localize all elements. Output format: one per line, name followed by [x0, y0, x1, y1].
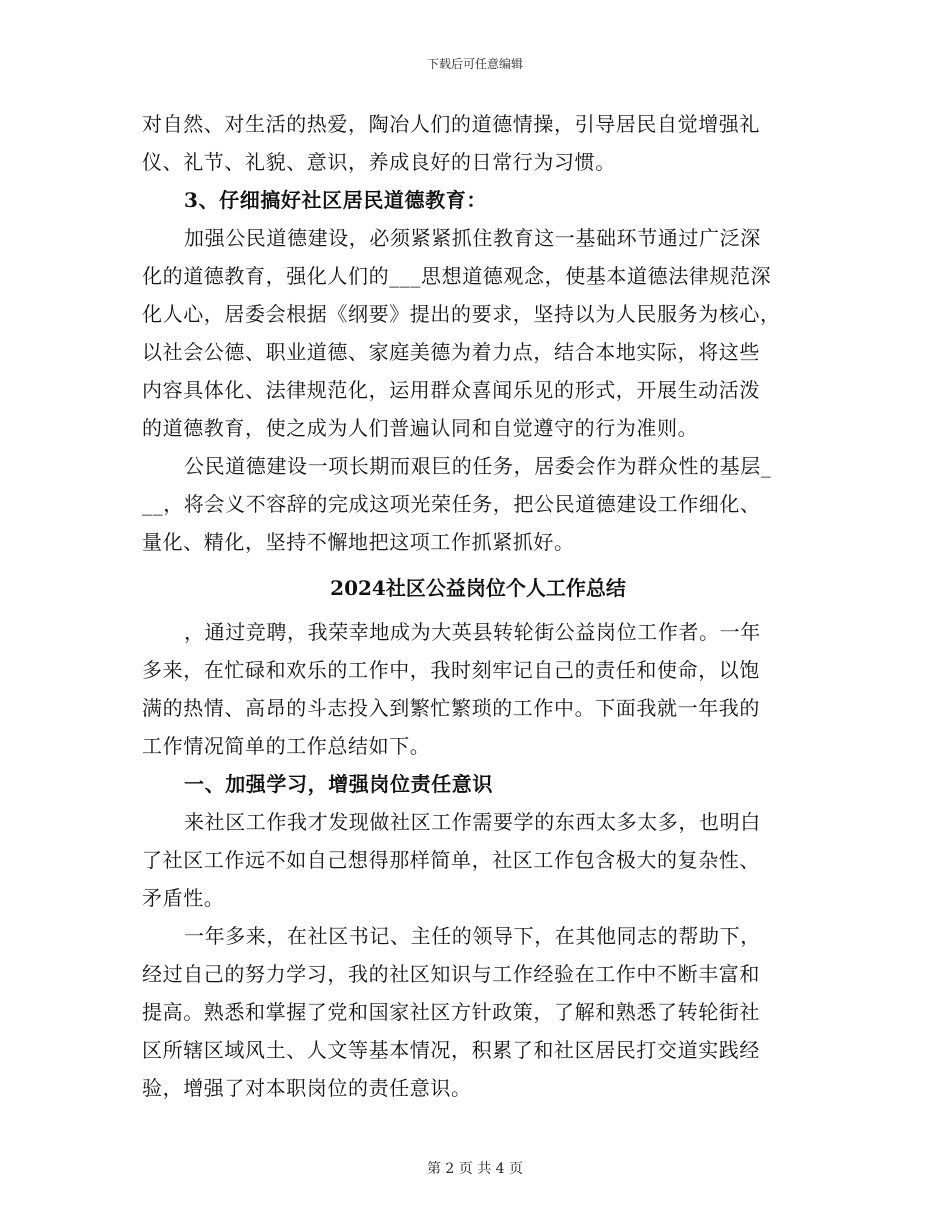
paragraph-line: 矛盾性。: [142, 886, 225, 910]
paragraph-line: 验，增强了对本职岗位的责任意识。: [142, 1076, 472, 1100]
paragraph-line: 工作情况简单的工作总结如下。: [142, 734, 431, 758]
paragraph-line: 提高。熟悉和掌握了党和国家社区方针政策，了解和熟悉了转轮街社: [142, 1000, 760, 1024]
paragraph-line: 化的道德教育，强化人们的___思想道德观念，使基本道德法律规范深: [142, 264, 772, 288]
paragraph-line: 一年多来，在社区书记、主任的领导下，在其他同志的帮助下，: [184, 924, 761, 948]
paragraph-line: 以社会公德、职业道德、家庭美德为着力点，结合本地实际，将这些: [142, 340, 760, 364]
article-title: 2024社区公益岗位个人工作总结: [330, 576, 626, 600]
paragraph-line: 多来，在忙碌和欢乐的工作中，我时刻牢记自己的责任和使命，以饱: [142, 658, 760, 682]
paragraph-line: 仪、礼节、礼貌、意识，养成良好的日常行为习惯。: [142, 150, 616, 174]
header-note: 下载后可任意编辑: [426, 57, 523, 71]
page-number: 第 2 页 共 4 页: [426, 1161, 524, 1177]
paragraph-line: __，将会义不容辞的完成这项光荣任务，把公民道德建设工作细化、: [142, 492, 761, 516]
paragraph-line: 了社区工作远不如自己想得那样简单，社区工作包含极大的复杂性、: [142, 848, 760, 872]
paragraph-line: 内容具体化、法律规范化，运用群众喜闻乐见的形式，开展生动活泼: [142, 378, 760, 402]
section-heading: 3、仔细搞好社区居民道德教育：: [184, 188, 487, 212]
paragraph-line: 公民道德建设一项长期而艰巨的任务，居委会作为群众性的基层_: [184, 454, 772, 478]
paragraph-line: 加强公民道德建设，必须紧紧抓住教育这一基础环节通过广泛深: [184, 226, 761, 250]
paragraph-line: 对自然、对生活的热爱，陶冶人们的道德情操，引导居民自觉增强礼: [142, 112, 760, 136]
paragraph-line: 满的热情、高昂的斗志投入到繁忙繁琐的工作中。下面我就一年我的: [142, 696, 760, 720]
paragraph-line: 的道德教育，使之成为人们普遍认同和自觉遵守的行为准则。: [142, 416, 699, 440]
section-heading: 一、加强学习，增强岗位责任意识: [184, 772, 493, 796]
paragraph-line: 量化、精化，坚持不懈地把这项工作抓紧抓好。: [142, 530, 575, 554]
paragraph-line: ，通过竞聘，我荣幸地成为大英县转轮街公益岗位工作者。一年: [184, 620, 761, 644]
paragraph-line: 来社区工作我才发现做社区工作需要学的东西太多太多，也明白: [184, 810, 761, 834]
paragraph-line: 经过自己的努力学习，我的社区知识与工作经验在工作中不断丰富和: [142, 962, 760, 986]
document-body: [142, 105, 814, 1107]
paragraph-line: 区所辖区域风土、人文等基本情况，积累了和社区居民打交道实践经: [142, 1038, 760, 1062]
paragraph-line: 化人心，居委会根据《纲要》提出的要求，坚持以为人民服务为核心，: [142, 302, 781, 326]
